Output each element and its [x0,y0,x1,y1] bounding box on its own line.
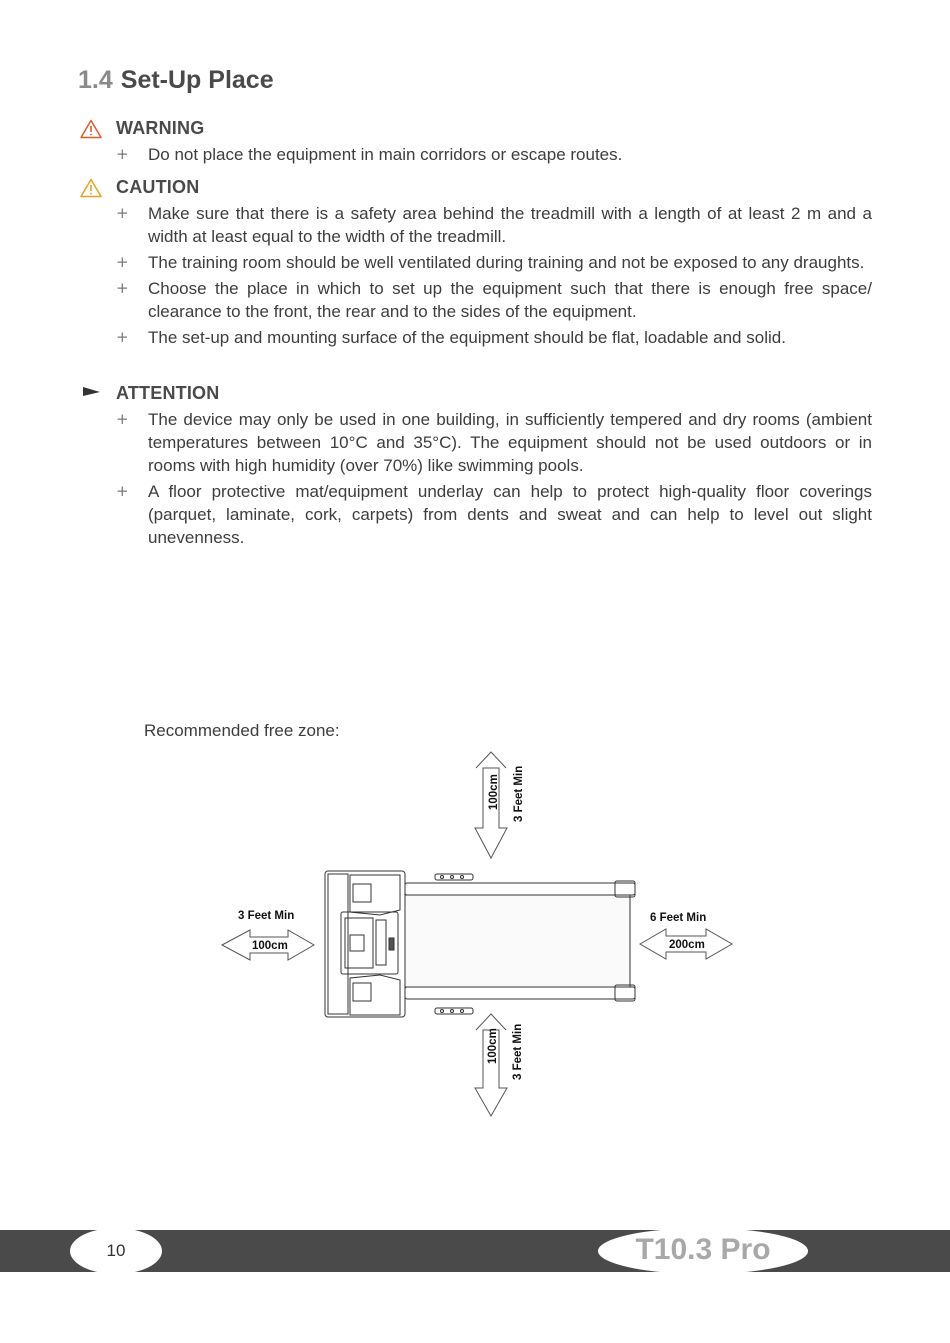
list-item: + Make sure that there is a safety area behind the treadmill with a length of at least 2 m and a width at least equal to the width of the treadmill. [78,202,878,248]
list-item: + Do not place the equipment in main corridors or escape routes. [78,143,878,166]
list-item: + The set-up and mounting surface of the equipment should be flat, loadable and solid. [78,326,878,349]
section-title: Set-Up Place [120,66,274,94]
page-heading [78,66,274,95]
warning-list [78,143,878,166]
model-name: T10.3 Pro [635,1233,771,1266]
bottom-cm-label: 100cm [487,1028,499,1064]
caution-triangle-icon [80,178,102,198]
attention-list [78,408,878,549]
warning-section [78,118,878,166]
warning-triangle-icon [80,119,102,139]
right-cm-label: 200cm [669,939,705,951]
caution-section [78,177,878,349]
list-item: + A floor protective mat/equipment underlay can help to protect high-quality floor coverings (parquet, laminate, cork, carpets) from dents and sweat and can help to level out slight unevenness. [78,480,878,549]
pointer-arrow-icon [80,384,102,404]
caution-list [78,202,878,349]
treadmill-top-view [325,871,635,1017]
list-item: + The training room should be well ventilated during training and not be exposed to any draughts. [78,251,878,274]
caution-title: CAUTION [116,177,200,197]
free-zone-diagram [0,740,950,1130]
bottom-feet-label: 3 Feet Min [512,1023,524,1080]
top-cm-label: 100cm [488,774,500,810]
list-item: + Choose the place in which to set up the equipment such that there is enough free space/ clearance to the front, the rear and to the sides of the equipment. [78,277,878,323]
attention-section [78,383,878,549]
top-feet-label: 3 Feet Min [513,765,525,822]
section-number: 1.4 [78,66,113,94]
free-zone-label: Recommended free zone: [144,721,340,740]
page-number: 10 [106,1241,126,1260]
right-feet-label: 6 Feet Min [650,912,707,924]
attention-title: ATTENTION [116,383,220,403]
left-cm-label: 100cm [252,940,288,952]
left-feet-label: 3 Feet Min [238,910,295,922]
list-item: + The device may only be used in one building, in sufficiently tempered and dry rooms (ambient temperatures between 10°C and 35°C). The equipment should not be used outdoors or in rooms with high humidity (over 70%) like swimming pools. [78,408,878,477]
warning-title: WARNING [116,118,205,138]
